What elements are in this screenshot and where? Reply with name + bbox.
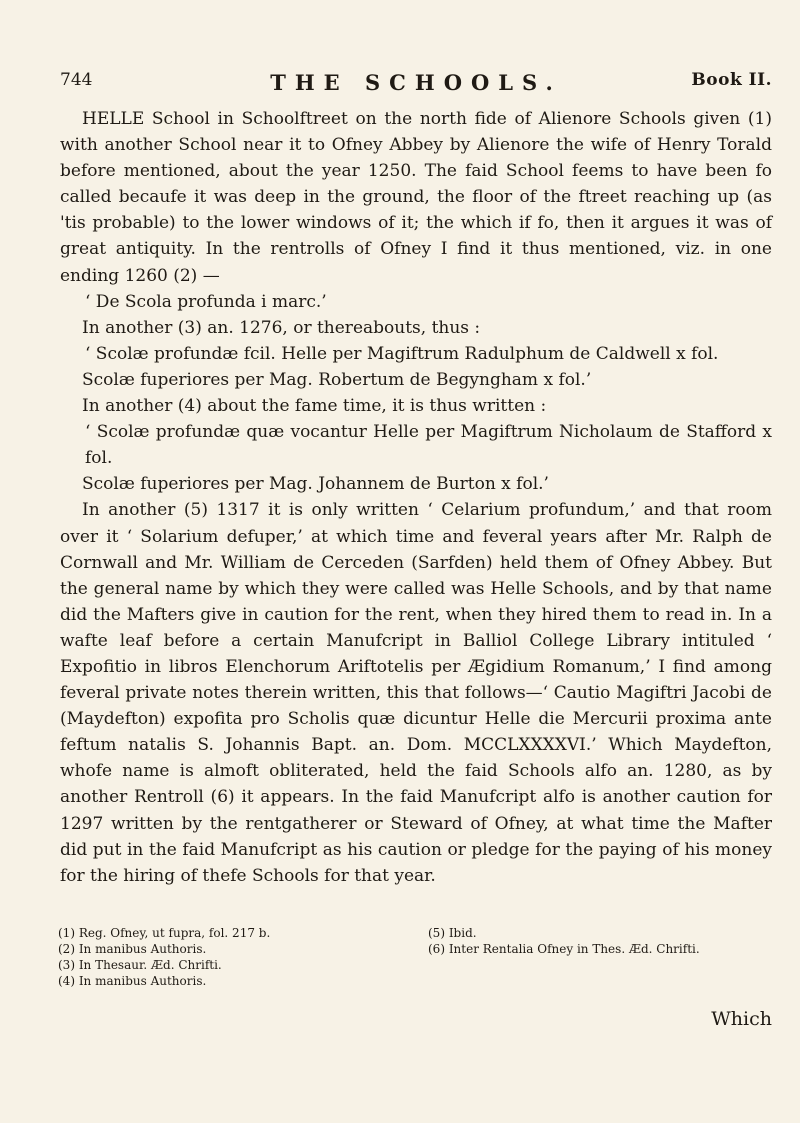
footnotes-left-column xyxy=(58,925,418,989)
quote-scolae-profundae-stafford: ‘ Scolæ profundæ quæ vocantur Helle per Magiftrum Nicholaum de Stafford x fol. xyxy=(85,422,772,469)
footnote-4: (4) In manibus Authoris. xyxy=(58,974,207,988)
page-header xyxy=(60,70,772,100)
footnote-3: (3) In Thesaur. Æd. Chrifti. xyxy=(58,958,222,972)
footnote-1: (1) Reg. Ofney, ut fupra, fol. 217 b. xyxy=(58,926,271,940)
quote-scolae-superiores-burton: Scolæ fuperiores per Mag. Johannem de Burton x fol.’ xyxy=(82,474,549,495)
footnote-2: (2) In manibus Authoris. xyxy=(58,942,207,956)
paragraph-helle-school: HELLE School in Schoolftreet on the north fide of Alienore Schools given (1) with another School near it to Ofney Abbey by Alienore the wife of Henry Torald before mentioned, about the year 1250. The faid School feems to have been fo called becaufe it was deep in the ground, the floor of the ftreet reaching up (as 'tis probable) to the lower windows of it; the which if fo, then it argues it was of great antiquity. In the rentrolls of Ofney I find it thus mentioned, viz. in one ending 1260 (2) — xyxy=(60,109,772,286)
quote-scolae-superiores-begyngham: Scolæ fuperiores per Mag. Robertum de Begyngham x fol.’ xyxy=(82,369,592,390)
book-label: Book II. xyxy=(691,70,772,90)
footnote-6: (6) Inter Rentalia Ofney in Thes. Æd. Chrifti. xyxy=(428,942,700,956)
paragraph-another-1276: In another (3) an. 1276, or thereabouts, thus : xyxy=(82,317,481,338)
main-text xyxy=(60,106,772,889)
paragraph-1317-celarium: In another (5) 1317 it is only written ‘ Celarium profundum,’ and that room over it ‘ Solarium defuper,’ at which time and feveral years after Mr. Ralph de Cornwall and Mr. William de Cerceden (Sarfden) held them of Ofney Abbey. But the general name by which they were called was Helle Schools, and by that name did the Mafters give in caution for the rent, when they hired them to read in. In a wafte leaf before a certain Manufcript in Balliol College Library intituled ‘ Expofitio in libros Elenchorum Ariftotelis per Ægidium Romanum,’ I find among feveral private notes therein written, this that follows—‘ Cautio Magiftri Jacobi de (Maydefton) expofita pro Scholis quæ dicuntur Helle die Mercurii proxima ante feftum natalis S. Johannis Bapt. an. Dom. MCCLXXXXVI.’ Which Maydefton, whofe name is almoft obliterated, held the faid Schools alfo an. 1280, as by another Rentroll (6) it appears. In the faid Manufcript alfo is another caution for 1297 written by the rentgatherer or Steward of Ofney, at what time the Mafter did put in the faid Manufcript as his caution or pledge for the paying of his money for the hiring of thefe Schools for that year. xyxy=(60,500,772,886)
footnote-5: (5) Ibid. xyxy=(428,926,477,940)
quote-scolae-profundae-caldwell: ‘ Scolæ profundæ fcil. Helle per Magiftrum Radulphum de Caldwell x fol. xyxy=(85,343,719,364)
paragraph-same-time: In another (4) about the fame time, it is thus written : xyxy=(82,396,547,417)
running-title: THE SCHOOLS. xyxy=(270,70,562,95)
catchword: Which xyxy=(711,1008,772,1030)
quote-de-scola: ‘ De Scola profunda i marc.’ xyxy=(85,291,327,312)
page-number: 744 xyxy=(60,70,93,90)
footnotes-right-column xyxy=(428,925,768,957)
